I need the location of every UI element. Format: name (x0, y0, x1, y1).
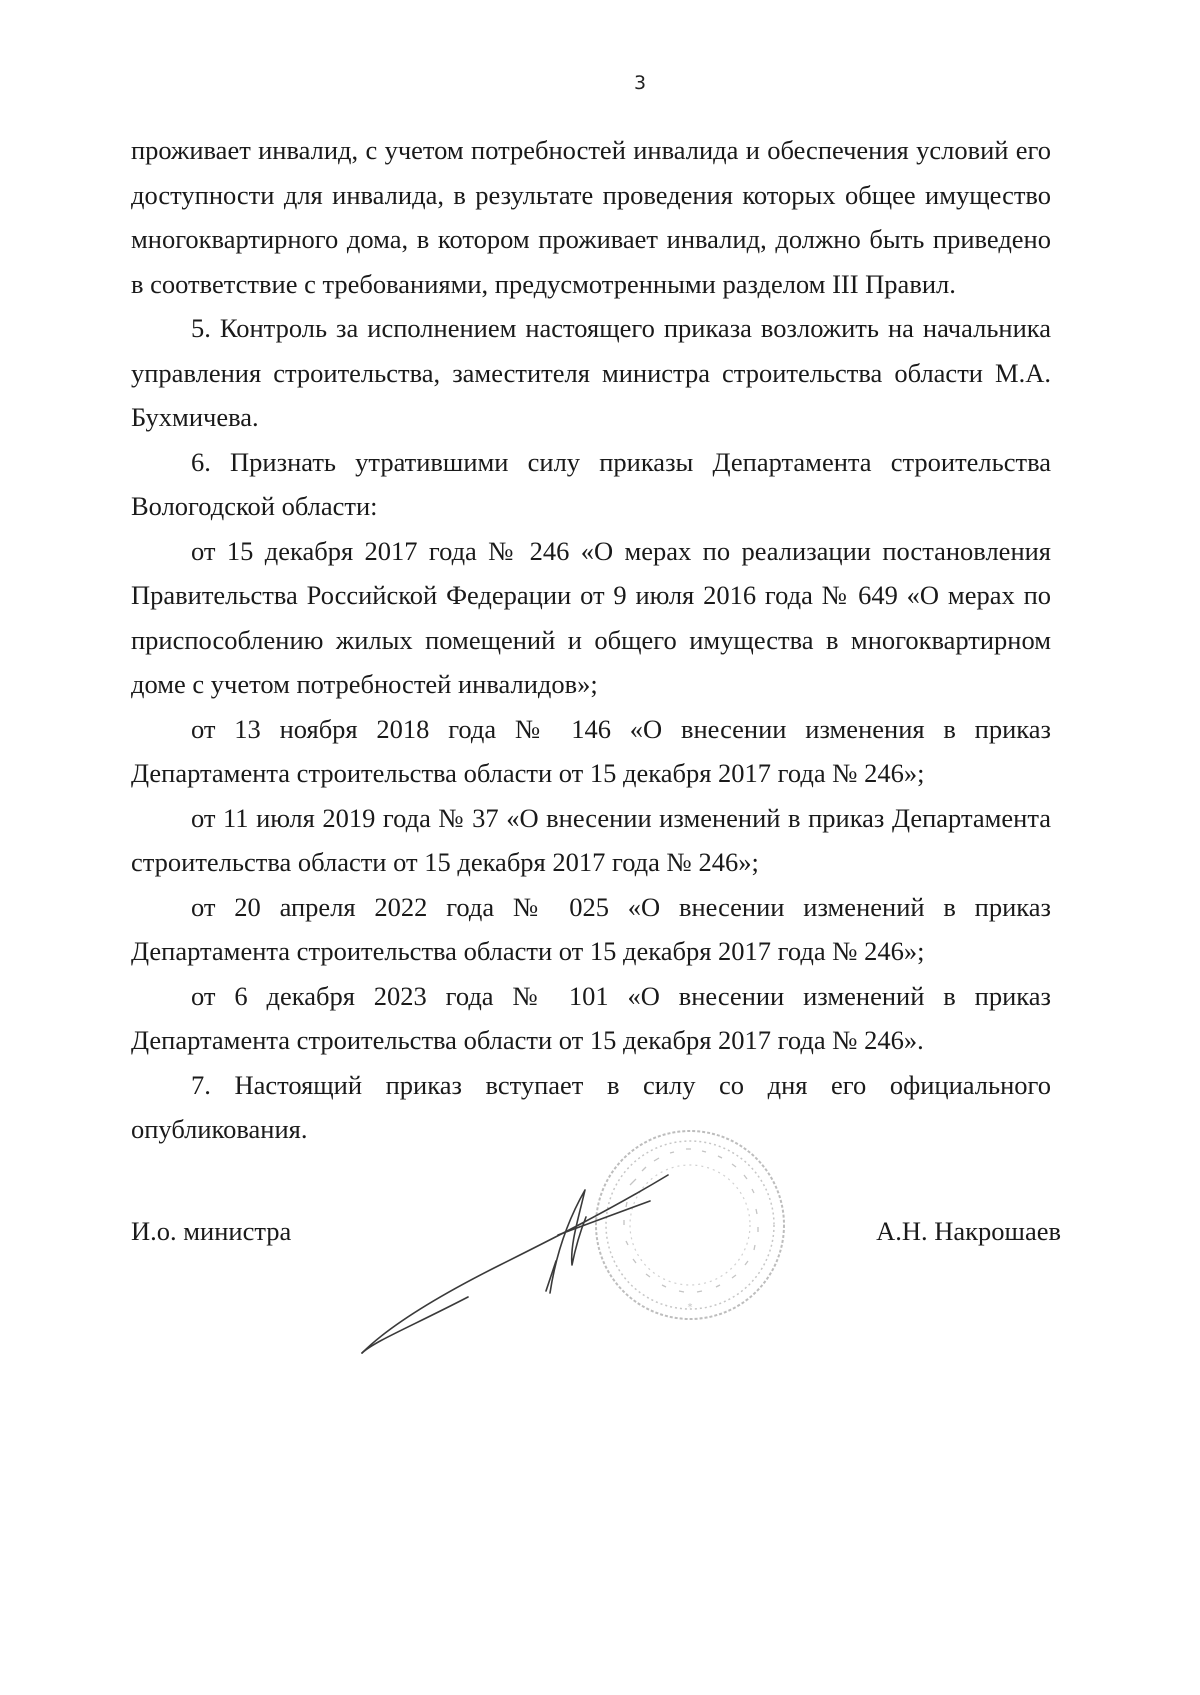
svg-text:*: * (687, 1302, 693, 1313)
paragraph: от 13 ноября 2018 года № 146 «О внесении изменения в приказ Департамента строительства области от 15 декабря 2017 года № 246»; (131, 713, 1051, 788)
signer-name: А.Н. Накрошаев (876, 1216, 1061, 1246)
paragraph: от 20 апреля 2022 года № 025 «О внесении изменений в приказ Департамента строительства области от 15 декабря 2017 года № 246»; (131, 891, 1051, 966)
paragraph: 7. Настоящий приказ вступает в силу со дня его официального опубликования. (131, 1069, 1051, 1144)
handwritten-signature-icon (350, 1165, 680, 1365)
document-body (131, 128, 1051, 1152)
page-number: 3 (633, 72, 647, 94)
paragraph: 5. Контроль за исполнением настоящего приказа возложить на начальника управления строительства, заместителя министра строительства области М.А. Бухмичева. (131, 313, 1051, 432)
paragraph: 6. Признать утратившими силу приказы Департамента строительства Вологодской области: (131, 446, 1051, 521)
paragraph: от 11 июля 2019 года № 37 «О внесении изменений в приказ Департамента строительства области от 15 декабря 2017 года № 246»; (131, 802, 1051, 877)
paragraph: проживает инвалид, с учетом потребностей инвалида и обеспечения условий его доступности для инвалида, в результате проведения которых общее имущество многоквартирного дома, в котором проживает инвалид, должно быть приведено в соответствие с требованиями, предусмотренными разделом III Правил. (131, 135, 1051, 299)
signer-title: И.о. министра (131, 1216, 292, 1246)
paragraph: от 6 декабря 2023 года № 101 «О внесении изменений в приказ Департамента строительства области от 15 декабря 2017 года № 246». (131, 980, 1051, 1055)
paragraph: от 15 декабря 2017 года № 246 «О мерах по реализации постановления Правительства Российской Федерации от 9 июля 2016 года № 649 «О мерах по приспособлению жилых помещений и общего имущества в многоквартирном доме с учетом потребностей инвалидов»; (131, 535, 1051, 699)
